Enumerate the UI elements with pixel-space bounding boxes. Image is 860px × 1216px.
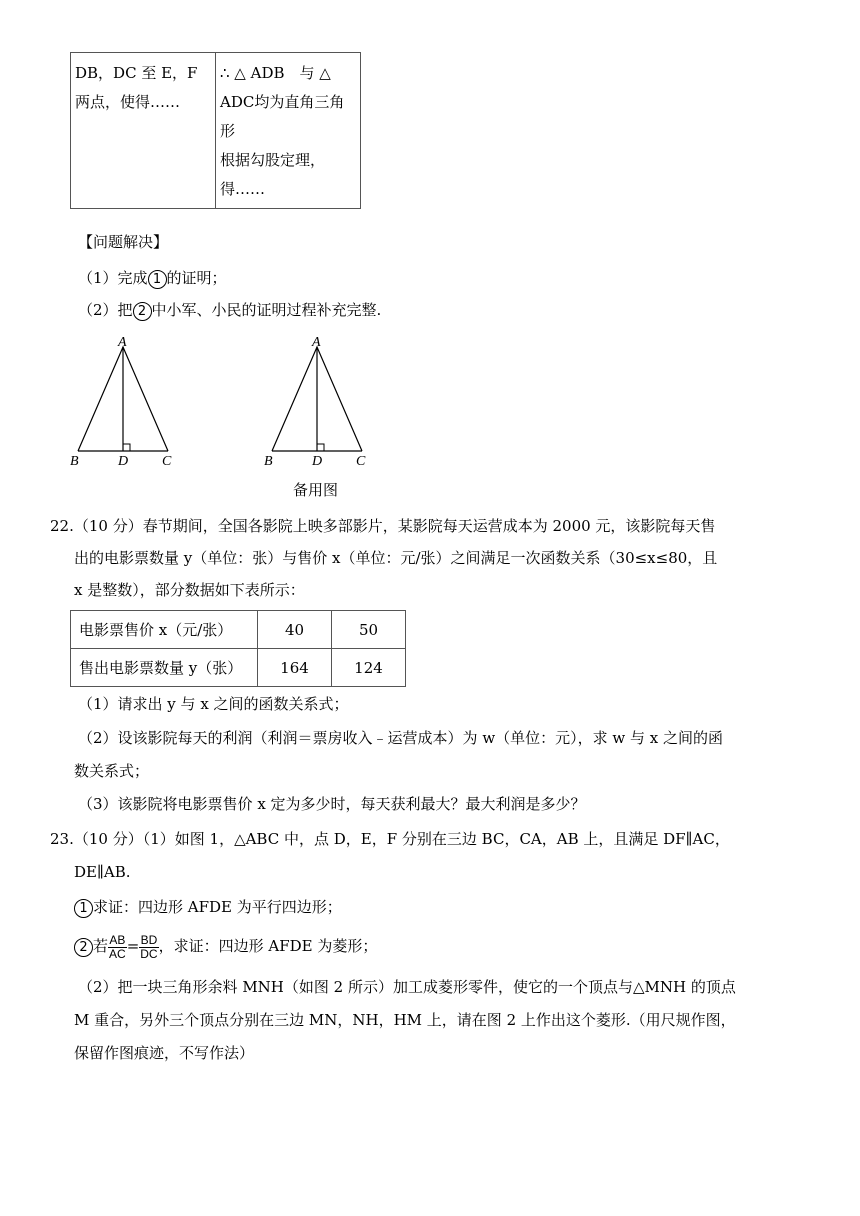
table-row [71,649,406,687]
q23-part2: 保留作图痕迹，不写作法） [74,1044,255,1062]
q23-line: DE∥AB. [74,863,131,881]
q22-sub3: （3）该影院将电影票售价 x 定为多少时，每天获利最大？最大利润是多少？ [78,795,586,813]
vertex-label-d: D [118,454,129,469]
circled-number: 1 [74,899,93,918]
fragment-right-line: 形 [220,122,236,140]
q23-item1-text: 求证：四边形 AFDE 为平行四边形； [93,898,342,916]
problem-solving-heading: 【问题解决】 [78,233,169,251]
q23-item1 [74,897,342,918]
q23-line: 23.（10 分）（1）如图 1，△ABC 中，点 D，E，F 分别在三边 BC，CA，AB 上，且满足 DF∥AC， [50,830,730,848]
triangle-figure-1 [60,330,190,470]
table-row [71,611,406,649]
vertex-label-b: B [70,454,79,469]
fragment-left-cell [71,53,216,209]
problem-solving-q1 [78,268,227,289]
vertex-label-a: A [312,335,321,350]
q23-part2: M 重合，另外三个顶点分别在三边 MN，NH，HM 上，请在图 2 上作出这个菱形.（用尺规作图， [74,1011,736,1029]
circled-number: 2 [133,302,152,321]
figure-caption: 备用图 [293,481,339,499]
vertex-label-c: C [162,454,172,469]
fragment-right-cell [216,53,361,209]
q22-line: x 是整数），部分数据如下表所示： [74,581,305,599]
fragment-left-line: DB，DC 至 E，F [75,64,198,82]
equals-sign: = [126,937,140,955]
table-cell: 售出电影票数量 y（张） [71,649,258,687]
right-angle-mark [123,444,130,451]
circled-number: 1 [148,270,167,289]
fragment-right-line: ADC均为直角三角 [220,93,345,111]
price-quantity-table [70,610,406,687]
q22-sub2-cont: 数关系式； [74,762,150,780]
fragment-right-line: 得…… [220,180,266,198]
q1-suffix: 的证明； [166,269,227,287]
q23-item2-suffix: ，求证：四边形 AFDE 为菱形； [158,937,378,955]
table-cell: 50 [332,611,406,649]
table-cell: 40 [258,611,332,649]
circled-number: 2 [74,938,93,957]
table-cell: 124 [332,649,406,687]
q2-suffix: 中小军、小民的证明过程补充完整. [151,301,382,319]
q23-item2-prefix: 若 [93,937,109,955]
table-cell: 电影票售价 x（元/张） [71,611,258,649]
right-angle-mark [317,444,324,451]
fragment-right-line: 根据勾股定理， [220,151,326,169]
fraction-denominator: DC [140,946,158,961]
problem-solving-q2 [78,300,381,321]
fragment-left-line: 两点，使得…… [75,93,181,111]
q22-sub2: （2）设该影院每天的利润（利润＝票房收入﹣运营成本）为 w（单位：元），求 w 与 x 之间的函 [78,729,724,747]
vertex-label-a: A [118,335,127,350]
q2-prefix: （2）把 [78,301,133,319]
q22-sub1: （1）请求出 y 与 x 之间的函数关系式； [78,695,349,713]
vertex-label-d: D [312,454,323,469]
fraction-numerator: BD [140,932,158,947]
proof-fragment-table [70,52,361,209]
q23-item2 [74,929,377,963]
q22-line: 出的电影票数量 y（单位：张）与售价 x（单位：元/张）之间满足一次函数关系（30≤x≤80，且 [74,549,718,567]
vertex-label-c: C [356,454,366,469]
fraction-numerator: AB [109,932,126,947]
triangle-figure-2 [254,330,384,470]
q23-part2: （2）把一块三角形余料 MNH（如图 2 所示）加工成菱形零件，使它的一个顶点与△MNH 的顶点 [78,978,736,996]
vertex-label-b: B [264,454,273,469]
fragment-right-line: ∴ △ ADB 与 △ [220,64,331,82]
table-cell: 164 [258,649,332,687]
fraction-bd-dc [139,934,158,961]
fraction-ab-ac [108,934,127,961]
q1-prefix: （1）完成 [78,269,148,287]
fraction-denominator: AC [109,946,126,961]
q22-line: 22.（10 分）春节期间，全国各影院上映多部影片，某影院每天运营成本为 2000 元，该影院每天售 [50,517,716,535]
